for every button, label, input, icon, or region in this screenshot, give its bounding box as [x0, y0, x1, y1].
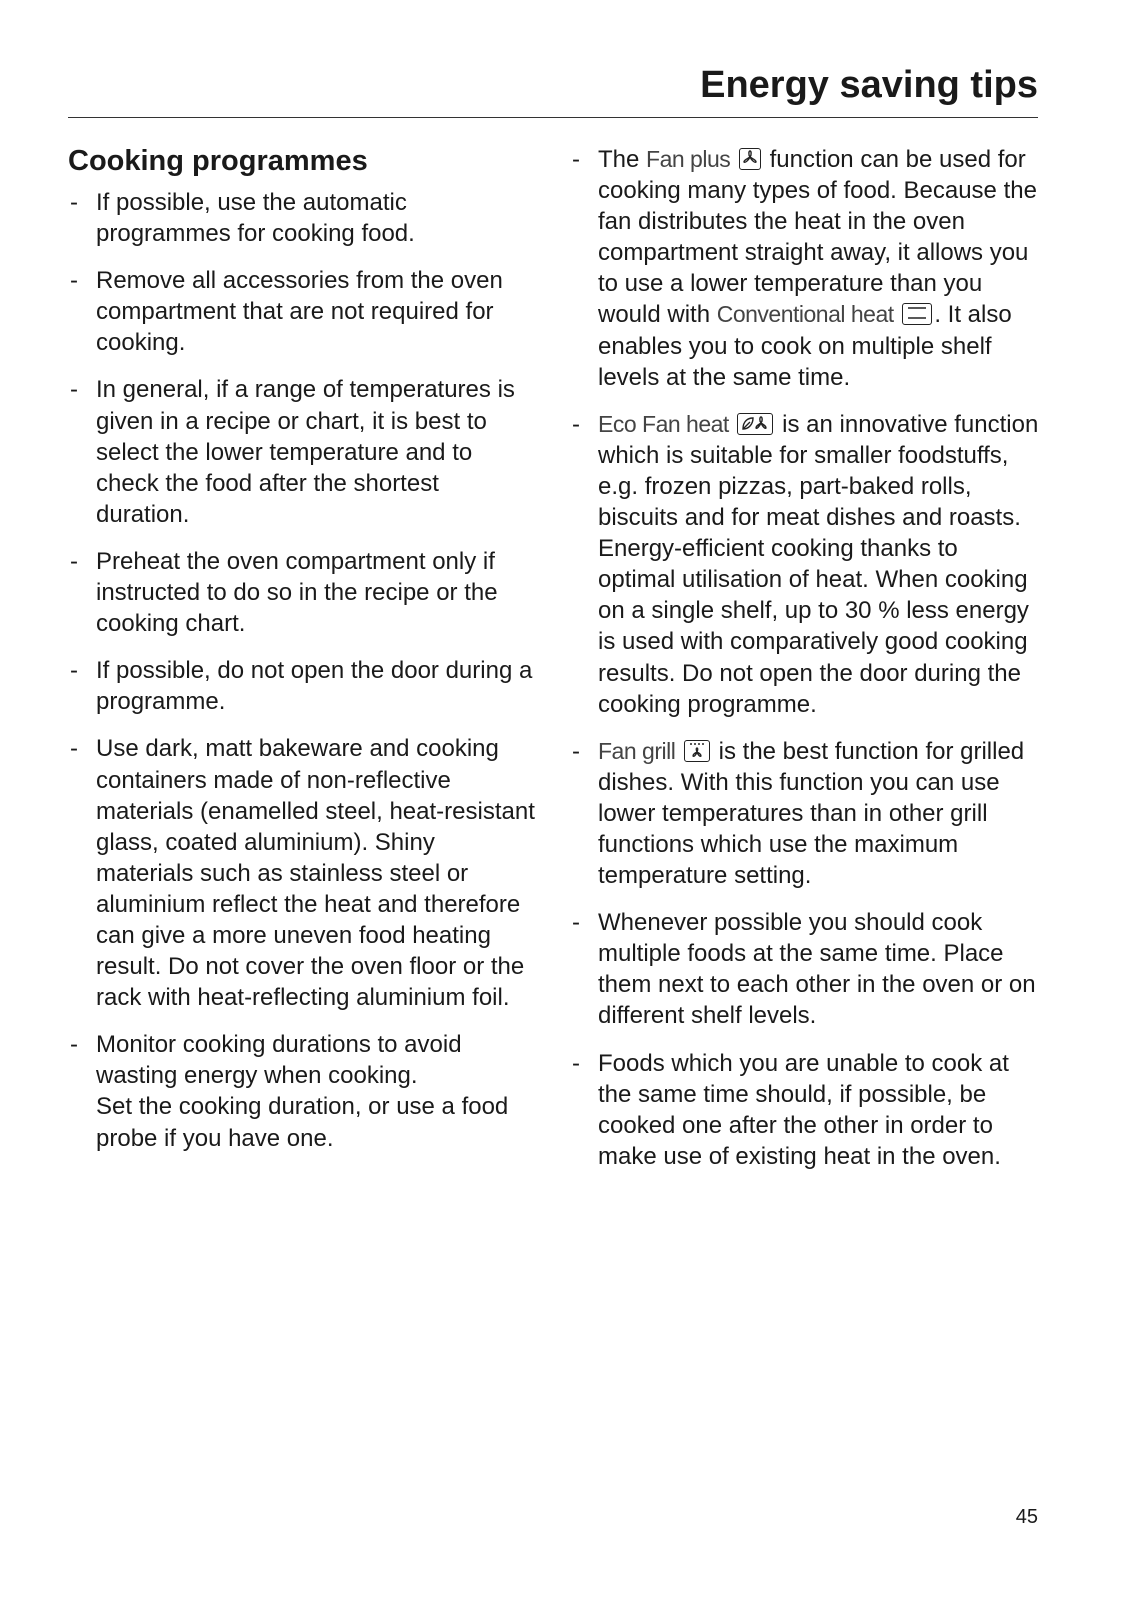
- list-item-fan-plus: - The Fan plus function can be used for cooking many types of food. Because the fan distributes the heat in the oven compartment straight away, it allows you to use a lower temperature than you would with Conventional heat . It also enables you to cook on multiple shelf levels at the same time.: [572, 146, 1037, 391]
- list-item: - Preheat the oven compartment only if instructed to do so in the recipe or the cooking chart.: [70, 547, 498, 638]
- left-column: [68, 143, 538, 1170]
- list-item-fan-grill: - Fan grill is the best function for grilled dishes. With this function you can use lower temperatures than in other grill functions which use the maximum temperature setting.: [572, 737, 1025, 890]
- list-item: - If possible, do not open the door during a programme.: [70, 657, 533, 716]
- function-name: Eco Fan heat: [598, 410, 729, 437]
- list-item: - Remove all accessories from the oven compartment that are not required for cooking.: [70, 267, 503, 357]
- list-item: - Foods which you are unable to cook at the same time should, if possible, be cooked one after the other in order to make use of existing heat in the oven.: [572, 1049, 1009, 1170]
- right-column: [570, 144, 1040, 1188]
- eco-fan-heat-icon: [737, 413, 773, 435]
- conventional-heat-icon: [902, 303, 932, 325]
- list-item: - In general, if a range of temperatures is given in a recipe or chart, it is best to select the lower temperature and to check the food after the shortest duration.: [70, 376, 515, 528]
- list-item: - Monitor cooking durations to avoid wasting energy when cooking. Set the cooking duration, or use a food probe if you have one.: [70, 1031, 509, 1152]
- fan-grill-icon: [684, 740, 710, 762]
- list-item: - Use dark, matt bakeware and cooking containers made of non-reflective materials (enamelled steel, heat-resistant glass, coated aluminium). Shiny materials such as stainless steel or aluminium reflect the heat and therefore can give a more uneven food heating result. Do not cover the oven floor or the rack with heat-reflecting aluminium foil.: [70, 735, 535, 1012]
- function-name: Conventional heat: [716, 301, 894, 328]
- page-title: Energy saving tips: [700, 64, 1038, 106]
- header-rule: [68, 117, 1038, 118]
- fan-icon: [739, 148, 761, 170]
- section-heading: Cooking programmes: [68, 145, 368, 177]
- function-name: Fan grill: [598, 737, 676, 764]
- page-number: 45: [1015, 1506, 1038, 1528]
- list-item: - If possible, use the automatic programmes for cooking food.: [70, 189, 415, 248]
- function-name: Fan plus: [646, 146, 731, 172]
- list-item-eco-fan-heat: - Eco Fan heat is an innovative function which is suitable for smaller foodstuffs, e.g. frozen pizzas, part-baked rolls, biscuits and for meat dishes and roasts. Energy-efficient cooking thanks to optimal utilisation of heat. When cooking on a single shelf, up to 30 % less energy is used with comparatively good cooking results. Do not open the door during the cooking programme.: [572, 410, 1039, 718]
- list-item: - Whenever possible you should cook multiple foods at the same time. Place them next to each other in the oven or on different shelf levels.: [572, 909, 1036, 1030]
